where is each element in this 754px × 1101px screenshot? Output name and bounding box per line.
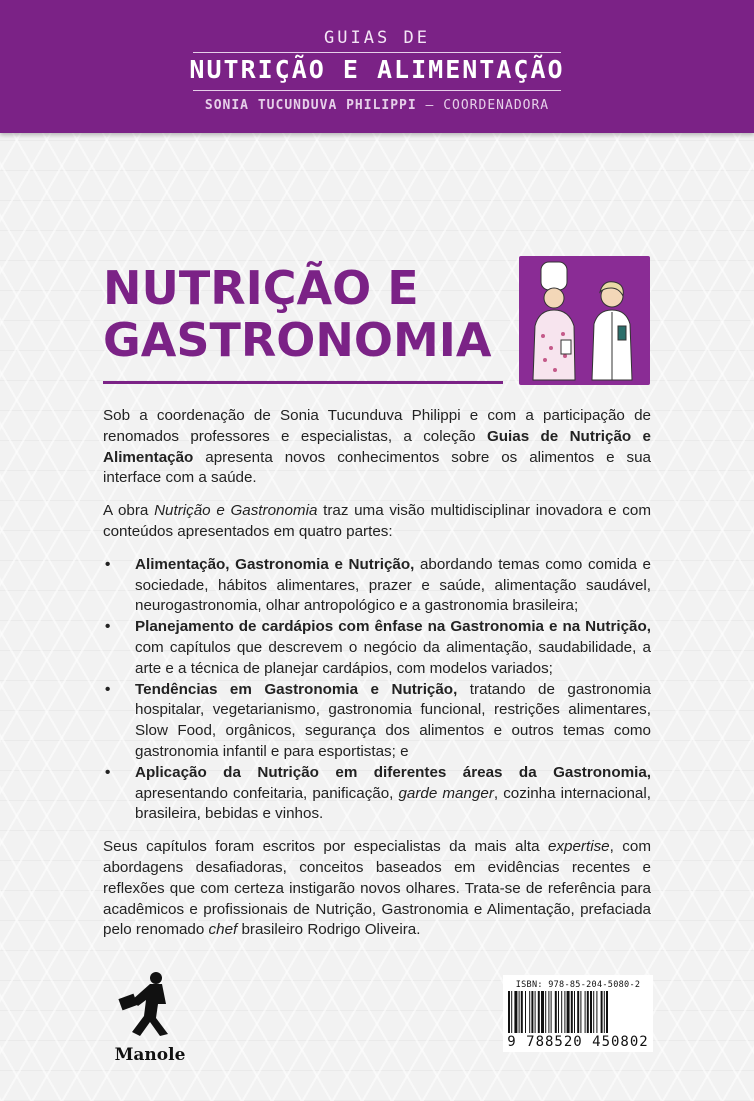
- intro-paragraph: [103, 406, 651, 489]
- part-title: Planejamento de cardápios com ênfase na Gastronomia e na Nutrição,: [135, 618, 651, 636]
- chef-and-nutritionist-illustration: [519, 256, 650, 385]
- part-title: Tendências em Gastronomia e Nutrição,: [135, 680, 458, 698]
- part-title: Aplicação da Nutrição em diferentes áreas da Gastronomia,: [135, 763, 651, 781]
- header-rule-top: [193, 52, 561, 53]
- closing-italic-expertise: expertise: [547, 838, 610, 856]
- series-header: [0, 0, 754, 133]
- back-cover-text: [103, 406, 651, 953]
- list-item: [103, 680, 651, 763]
- overview-paragraph: [103, 501, 651, 543]
- closing-text-a: Seus capítulos foram escritos por especialistas da mais alta: [103, 838, 548, 856]
- parts-list: [103, 555, 651, 825]
- list-item: [103, 617, 651, 679]
- publisher-logo: [112, 970, 188, 1065]
- isbn-label: ISBN: 978-85-204-5080-2: [515, 980, 641, 990]
- coordinator-name: SONIA TUCUNDUVA PHILIPPI: [204, 98, 417, 113]
- closing-paragraph: [103, 837, 651, 941]
- book-title-line2: GASTRONOMIA: [103, 313, 492, 367]
- part-description: apresentando confeitaria, panificação,: [135, 784, 399, 802]
- list-item: [103, 763, 651, 825]
- series-title: NUTRIÇÃO E ALIMENTAÇÃO: [189, 55, 565, 84]
- book-title-line1: NUTRIÇÃO E: [103, 261, 419, 315]
- closing-italic-chef: chef: [208, 921, 238, 939]
- overview-text-a: A obra: [103, 502, 155, 520]
- part-description-italic: garde manger: [398, 784, 494, 802]
- title-underline: [103, 381, 503, 384]
- barcode-number: 9 788520 450802: [507, 1034, 649, 1050]
- barcode-area: [503, 975, 653, 1052]
- list-item: [103, 555, 651, 617]
- illustration-drawing: [519, 256, 650, 385]
- barcode-icon: [506, 991, 650, 1033]
- part-title: Alimentação, Gastronomia e Nutrição,: [135, 555, 415, 573]
- intro-text-c: apresenta novos conhecimentos sobre os alimentos e sua interface com a saúde.: [103, 448, 651, 487]
- part-description: com capítulos que descrevem o negócio da alimentação, saudabilidade, a arte e a técnica de planejar cardápios, com modelos variados;: [135, 638, 651, 677]
- collection-name: Guias de Nutrição e Alimentação: [103, 427, 652, 466]
- book-name-italic: Nutrição e Gastronomia: [154, 502, 318, 520]
- part-description: abordando temas como comida e sociedade, hábitos alimentares, prazer e saúde, alimentação saudável, neurogastronomia, olhar antropológico e a gastronomia brasileira;: [135, 555, 651, 615]
- coordinator-role: – COORDENADORA: [425, 98, 550, 113]
- header-rule-bottom: [193, 90, 561, 91]
- series-top-label: GUIAS DE: [324, 28, 430, 48]
- part-description-end: , cozinha internacional, brasileira, bebidas e vinhos.: [135, 784, 651, 823]
- book-title: [103, 262, 513, 366]
- closing-text-c: , com abordagens desafiadoras, conceitos baseados em evidências recentes e reflexões que com certeza instigarão novos olhares. Trata-se de referência para acadêmicos e profissionais de Nutrição, Gastronomia e Alimentação, prefaciada pelo renomado: [103, 838, 651, 939]
- coordinator-line: [0, 98, 754, 113]
- part-description: tratando de gastronomia hospitalar, vegetarianismo, gastronomia funcional, restrições alimentares, Slow Food, orgânicos, segurança dos alimentos e outros temas como gastronomia infantil e para esportistas; e: [135, 680, 651, 760]
- intro-text-a: Sob a coordenação de Sonia Tucunduva Philippi e com a participação de renomados professores e especialistas, a coleção: [103, 407, 651, 445]
- overview-text-c: traz uma visão multidisciplinar inovadora e com conteúdos apresentados em quatro partes:: [103, 502, 651, 540]
- publisher-name: Manole: [114, 1045, 186, 1065]
- manole-logo-icon: [112, 970, 188, 1042]
- closing-text-e: brasileiro Rodrigo Oliveira.: [237, 921, 421, 939]
